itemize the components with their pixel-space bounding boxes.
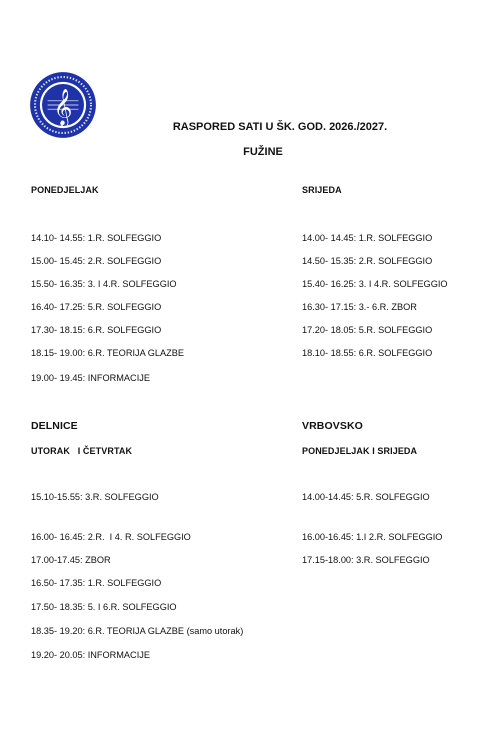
day-heading-vrbovsko: PONEDJELJAK I SRIJEDA: [302, 446, 418, 456]
day-heading-delnice: UTORAK I ČETVRTAK: [31, 446, 133, 456]
schedule-row: 17.30- 18.15: 6.R. SOLFEGGIO: [31, 325, 162, 335]
schedule-row: 16.30- 17.15: 3.- 6.R. ZBOR: [302, 302, 417, 312]
schedule-row: 17.00-17.45: ZBOR: [31, 555, 111, 565]
schedule-row: 15.40- 16.25: 3. I 4.R. SOLFEGGIO: [302, 279, 448, 289]
schedule-row: 18.15- 19.00: 6.R. TEORIJA GLAZBE: [31, 348, 185, 358]
schedule-row: 17.20- 18.05: 5.R. SOLFEGGIO: [302, 325, 433, 335]
schedule-row: 14.00- 14.45: 1.R. SOLFEGGIO: [302, 233, 433, 243]
schedule-title: RASPORED SATI U ŠK. GOD. 2026./2027.: [172, 121, 388, 133]
location-title-fuzine: FUŽINE: [243, 146, 283, 158]
day-heading-monday: PONEDJELJAK: [31, 185, 99, 195]
schedule-row: 19.20- 20.05: INFORMACIJE: [31, 650, 150, 660]
schedule-row: 15.10-15.55: 3.R. SOLFEGGIO: [31, 492, 159, 502]
schedule-row: 16.00-16.45: 1.I 2.R. SOLFEGGIO: [302, 532, 443, 542]
schedule-row: 14.00-14.45: 5.R. SOLFEGGIO: [302, 492, 430, 502]
schedule-row: 15.50- 16.35: 3. I 4.R. SOLFEGGIO: [31, 279, 177, 289]
schedule-row: 17.50- 18.35: 5. I 6.R. SOLFEGGIO: [31, 602, 177, 612]
schedule-row: 18.35- 19.20: 6.R. TEORIJA GLAZBE (samo utorak): [31, 626, 244, 636]
schedule-row: 14.50- 15.35: 2.R. SOLFEGGIO: [302, 256, 433, 266]
location-title-vrbovsko: VRBOVSKO: [302, 420, 363, 432]
svg-text:𝄞: 𝄞: [53, 87, 73, 126]
schedule-row: 18.10- 18.55: 6.R. SOLFEGGIO: [302, 348, 433, 358]
schedule-row: 14.10- 14.55: 1.R. SOLFEGGIO: [31, 233, 162, 243]
schedule-row: 16.40- 17.25: 5.R. SOLFEGGIO: [31, 302, 162, 312]
schedule-row: 16.00- 16.45: 2.R. I 4. R. SOLFEGGIO: [31, 532, 191, 542]
schedule-row: 15.00- 15.45: 2.R. SOLFEGGIO: [31, 256, 162, 266]
day-heading-wednesday: SRIJEDA: [302, 185, 342, 195]
location-title-delnice: DELNICE: [31, 420, 78, 432]
schedule-row: 16.50- 17.35: 1.R. SOLFEGGIO: [31, 578, 162, 588]
schedule-row: 17.15-18.00: 3.R. SOLFEGGIO: [302, 555, 430, 565]
schedule-row: 19.00- 19.45: INFORMACIJE: [31, 373, 150, 383]
